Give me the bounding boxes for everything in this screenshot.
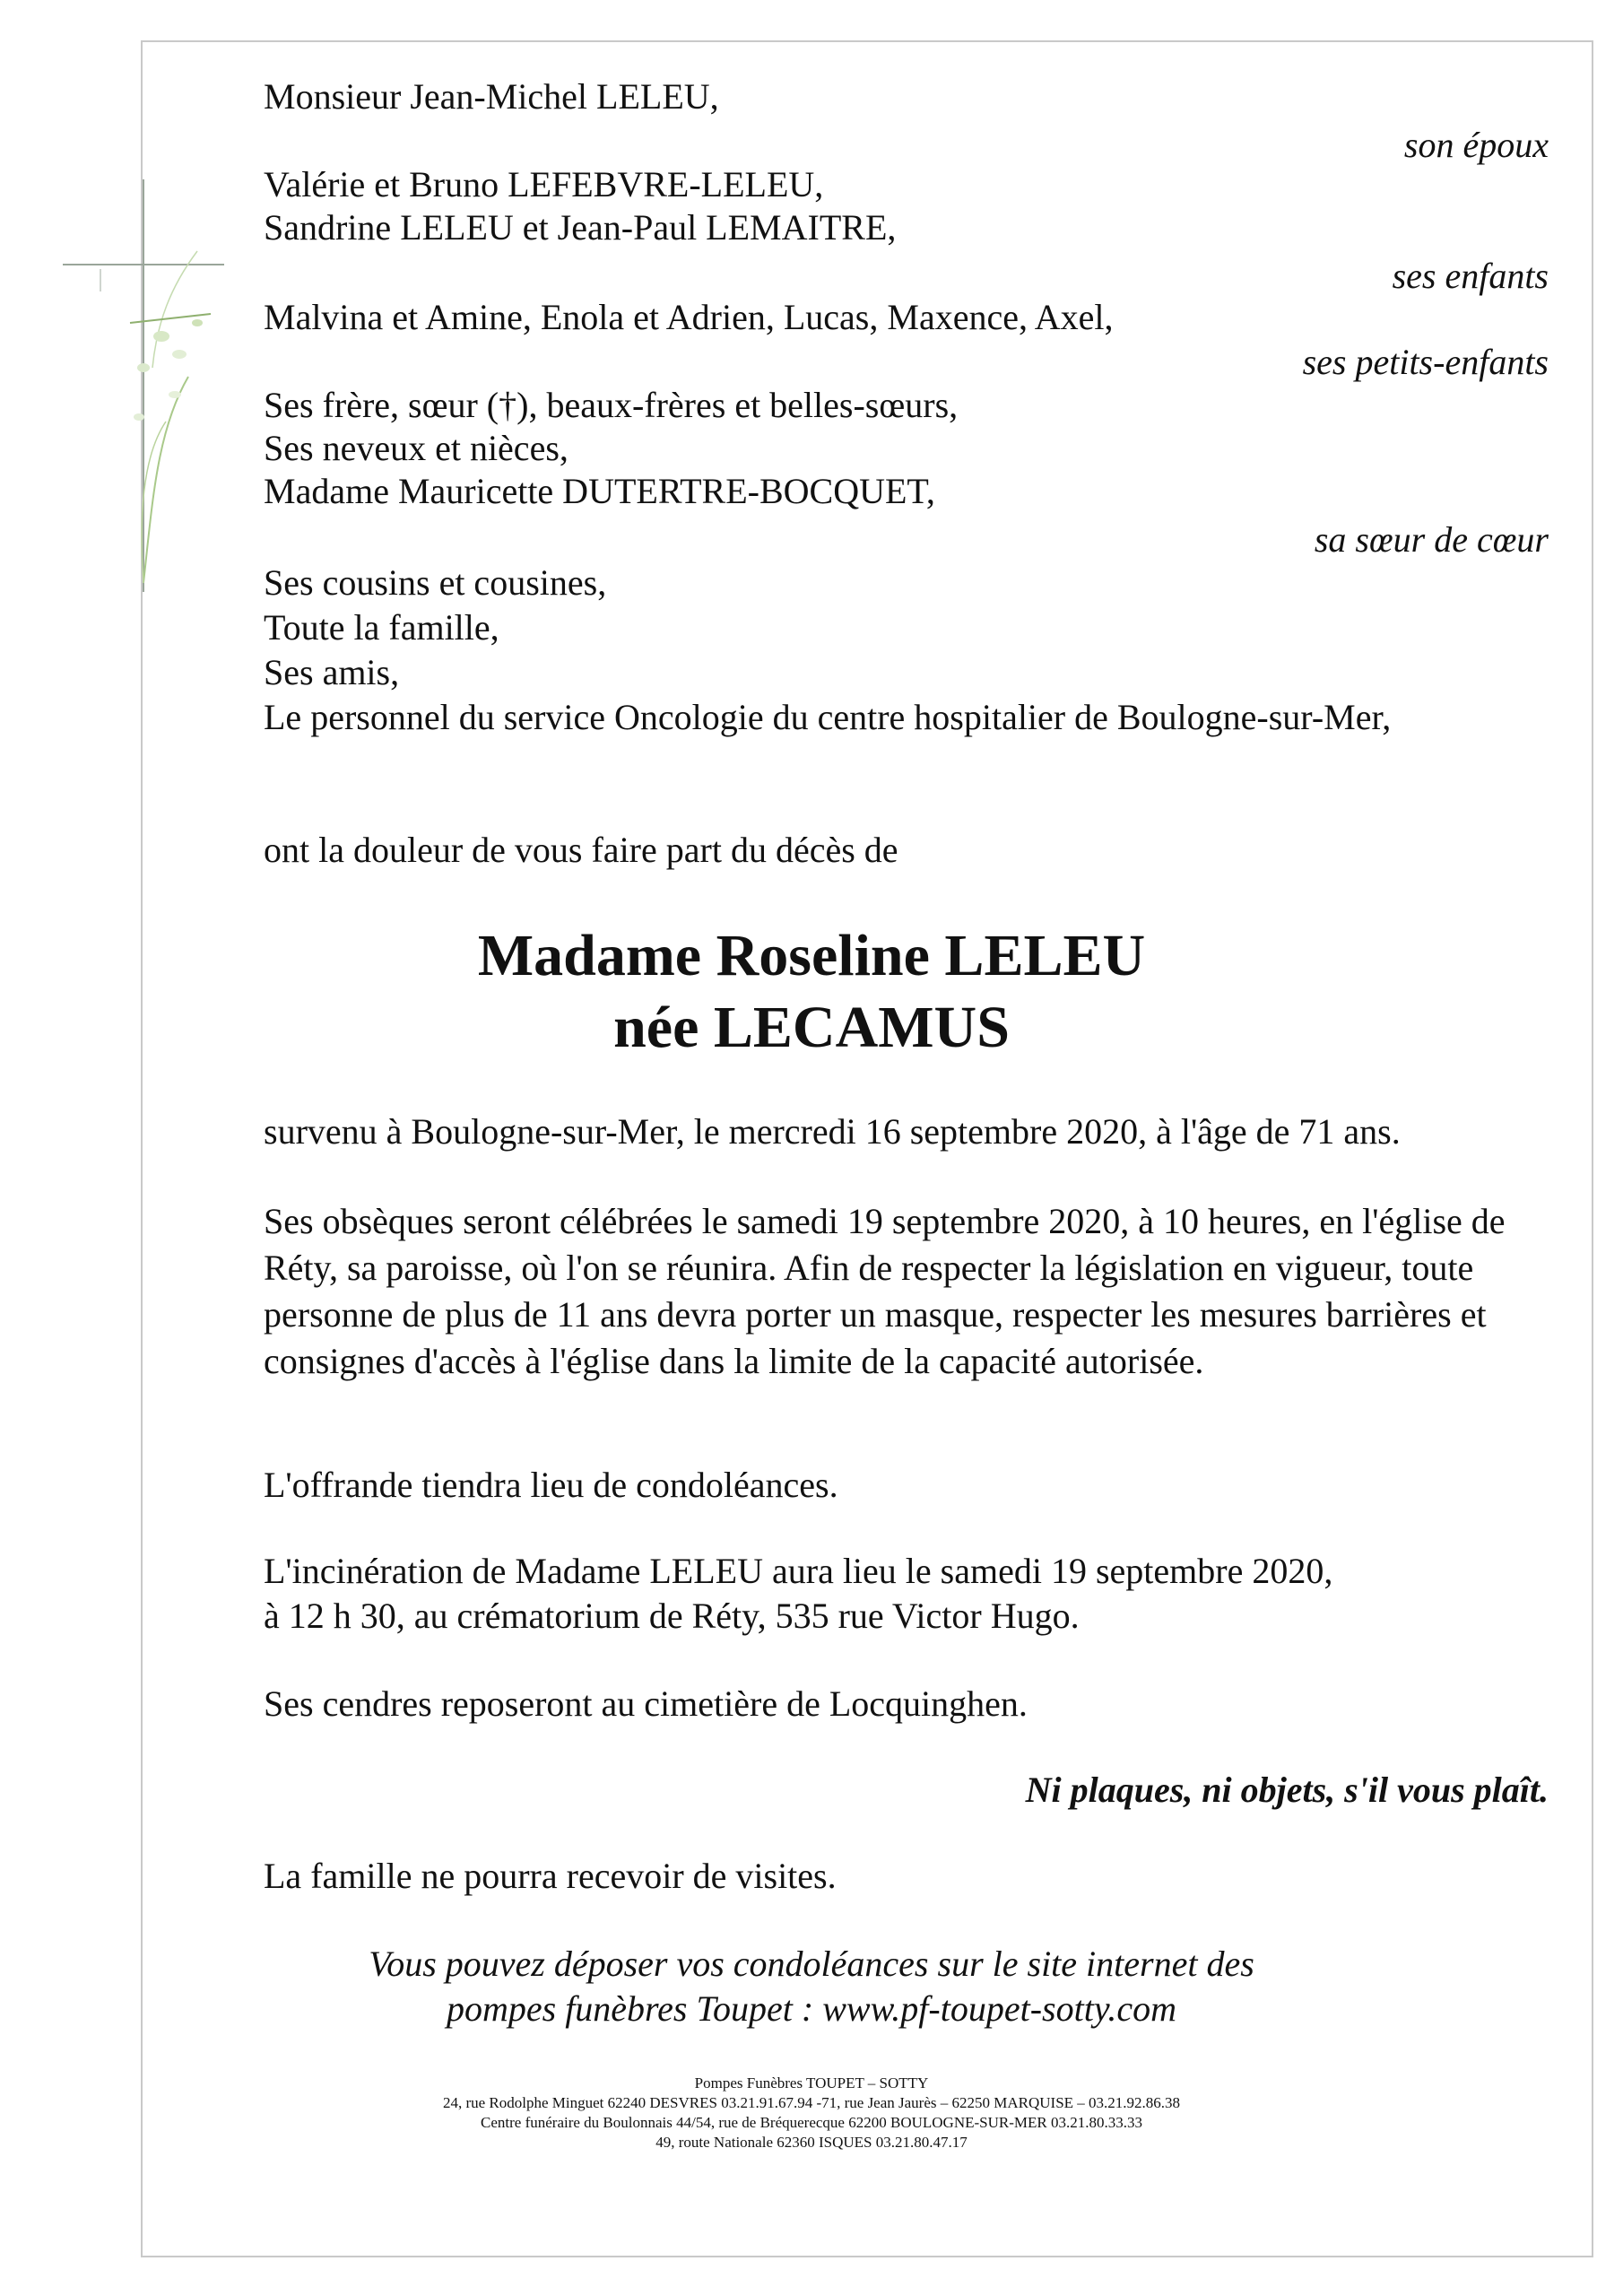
heart-sister-role: sa sœur de cœur bbox=[1314, 519, 1549, 560]
husband-role: son époux bbox=[1403, 125, 1549, 165]
condolences-line: Vous pouvez déposer vos condoléances sur le site internet des bbox=[369, 1944, 1254, 1984]
children-role: ses enfants bbox=[1392, 256, 1549, 296]
death-details: survenu à Boulogne-sur-Mer, le mercredi 16 septembre 2020, à l'âge de 71 ans. bbox=[264, 1111, 1401, 1152]
child-name: Valérie et Bruno LEFEBVRE-LELEU, bbox=[264, 164, 824, 204]
deceased-name: Madame Roseline LELEU bbox=[477, 923, 1146, 988]
offering-note: L'offrande tiendra lieu de condoléances. bbox=[264, 1465, 838, 1505]
husband-name: Monsieur Jean-Michel LELEU, bbox=[264, 76, 719, 117]
ashes-note: Ses cendres reposeront au cimetière de Locquinghen. bbox=[264, 1683, 1028, 1724]
hospital-staff-line: Le personnel du service Oncologie du centre hospitalier de Boulogne-sur-Mer, bbox=[264, 697, 1392, 737]
funeral-home-address: Centre funéraire du Boulonnais 44/54, rue de Bréquerecque 62200 BOULOGNE-SUR-MER 03.21.80.33.33 bbox=[481, 2114, 1142, 2131]
grandchildren-names: Malvina et Amine, Enola et Adrien, Lucas, Maxence, Axel, bbox=[264, 297, 1114, 337]
friends-line: Ses amis, bbox=[264, 652, 400, 692]
siblings-line: Ses frère, sœur (†), beaux-frères et belles-sœurs, bbox=[264, 385, 959, 425]
no-flowers-note: Ni plaques, ni objets, s'il vous plaît. bbox=[1025, 1770, 1549, 1810]
maiden-name: née LECAMUS bbox=[613, 995, 1010, 1060]
family-line: Toute la famille, bbox=[264, 607, 499, 648]
cross-flower-icon bbox=[54, 161, 251, 601]
grandchildren-role: ses petits-enfants bbox=[1302, 342, 1549, 382]
condolences-website: pompes funèbres Toupet : www.pf-toupet-sotty.com bbox=[446, 1988, 1177, 2029]
funeral-details: Ses obsèques seront célébrées le samedi 19 septembre 2020, à 10 heures, en l'église de Réty, sa paroisse, où l'on se réunira. Afin de respecter la législation en vigueur, toute personne de plus de 11 ans devra porter un masque, respecter les mesures barrières et consignes d'accès à l'église dans la limite de la capacité autorisée. bbox=[264, 1201, 1506, 1381]
heart-sister-name: Madame Mauricette DUTERTRE-BOCQUET, bbox=[264, 471, 935, 511]
funeral-home-address: 49, route Nationale 62360 ISQUES 03.21.80.47.17 bbox=[655, 2134, 968, 2151]
cremation-details: à 12 h 30, au crématorium de Réty, 535 rue Victor Hugo. bbox=[264, 1596, 1080, 1636]
cremation-details: L'incinération de Madame LELEU aura lieu le samedi 19 septembre 2020, bbox=[264, 1551, 1333, 1591]
funeral-home-name: Pompes Funèbres TOUPET – SOTTY bbox=[694, 2074, 929, 2092]
child-name: Sandrine LELEU et Jean-Paul LEMAITRE, bbox=[264, 207, 897, 248]
nephews-line: Ses neveux et nièces, bbox=[264, 428, 568, 468]
funeral-home-address: 24, rue Rodolphe Minguet 62240 DESVRES 03.21.91.67.94 -71, rue Jean Jaurès – 62250 MARQUISE – 03.21.92.86.38 bbox=[442, 2094, 1181, 2111]
announcement-intro: ont la douleur de vous faire part du décès de bbox=[264, 830, 898, 870]
cousins-line: Ses cousins et cousines, bbox=[264, 562, 607, 603]
no-visits-note: La famille ne pourra recevoir de visites. bbox=[264, 1856, 837, 1896]
